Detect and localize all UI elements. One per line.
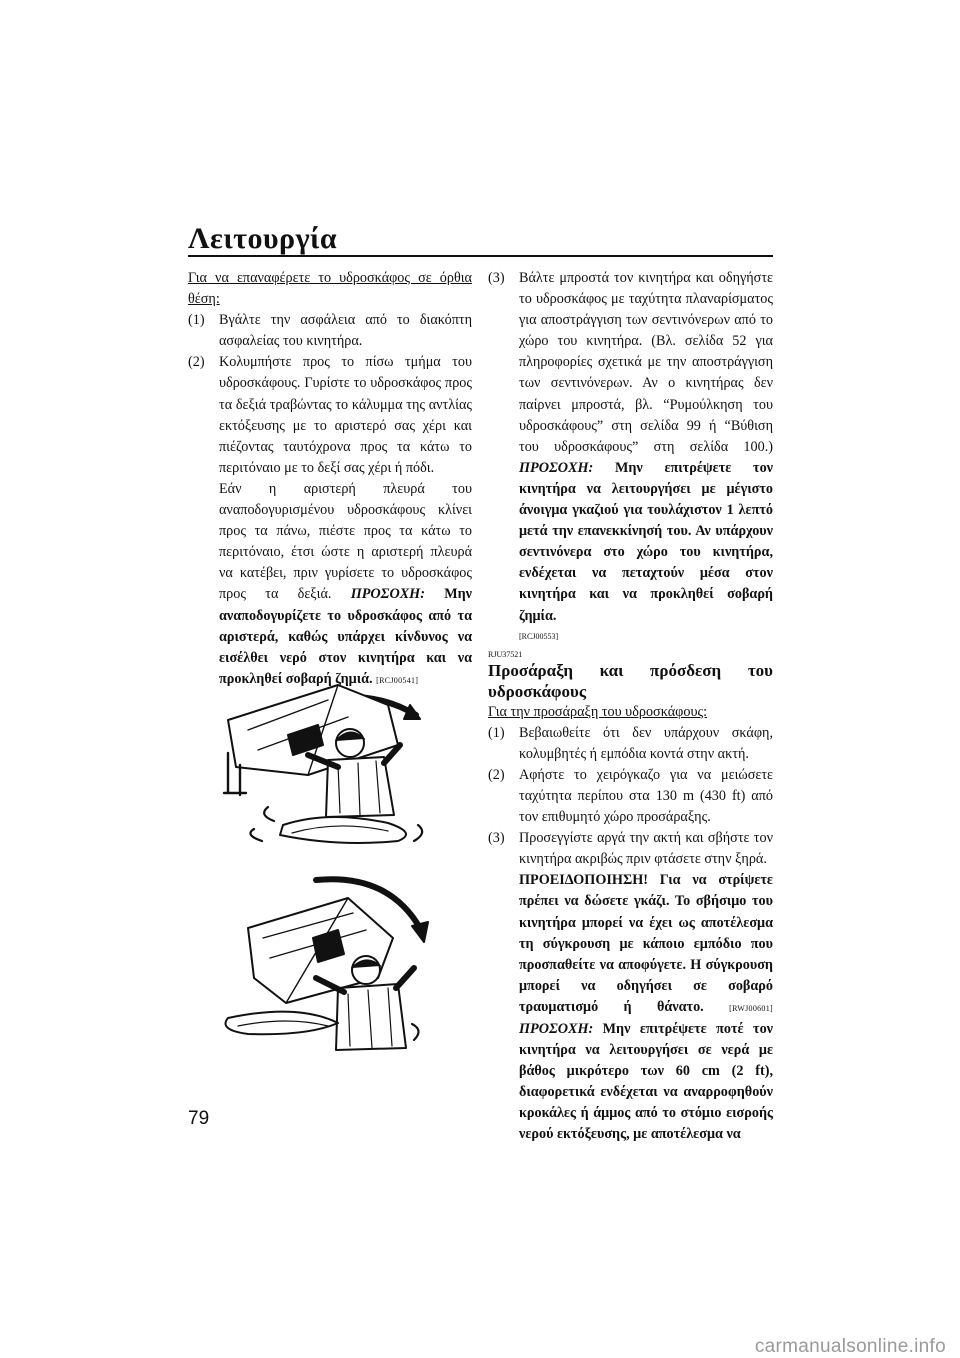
left-column bbox=[188, 268, 472, 691]
warning-text: ΠΡΟΕΙΔΟΠΟΙΗΣΗ! Για να στρίψετε πρέπει να δώσετε γκάζι. Το σβήσιμο του κινητήρα μπορεί να έχει ως αποτέλεσμα τη σύγκρουση με κάποιο εμπόδιο που προσπαθείτε να αποφύγετε. Η σύγκρουση μπορεί να οδηγήσει σε σοβαρό τραυματισμό ή θάνατο. bbox=[519, 872, 773, 1015]
righting-step-1 bbox=[188, 310, 472, 352]
step-body bbox=[519, 268, 773, 627]
watermark: carmanualsonline.info bbox=[754, 1336, 946, 1357]
step-number: (3) bbox=[488, 270, 505, 286]
righting-step-2 bbox=[188, 352, 472, 691]
step-text: Κολυμπήστε προς το πίσω τμήμα του υδροσκάφους. Γυρίστε το υδροσκάφος προς τα δεξιά τραβώντας το κάλυμμα της αντλίας εκτόξευσης με το αριστερό σας χέρι και πιέζοντας ταυτόχρονα προς τα κάτω το περιτόναιο με το δεξί σας χέρι ή πόδι. bbox=[219, 354, 472, 476]
beaching-subheading: Για την προσάραξη του υδροσκάφους: bbox=[488, 703, 708, 720]
beaching-step-1 bbox=[488, 723, 773, 765]
right-column bbox=[488, 268, 773, 1146]
caution-label: ΠΡΟΣΟΧΗ: bbox=[519, 1021, 594, 1037]
step-text-2: Εάν η αριστερή πλευρά του αναποδογυρισμένου υδροσκάφους κλίνει προς τα πάνω, πιέστε προς τα κάτω το περιτόναιο, έτσι ώστε η αριστερή πλευρά να κατέβει, πριν γυρίσετε το υδροσκάφος προς τα δεξιά. bbox=[219, 480, 472, 603]
page-number: 79 bbox=[188, 1108, 210, 1129]
step-number: (1) bbox=[488, 724, 505, 741]
title-rule bbox=[188, 255, 773, 257]
caution-text: Μην αναποδογυρίζετε το υδροσκάφος από τα αριστερά, καθώς υπάρχει κίνδυνος να εισέλθει νερό στον κινητήρα και να προκληθεί σοβαρή ζημιά. bbox=[219, 586, 473, 687]
caution-label: ΠΡΟΣΟΧΗ: bbox=[350, 586, 425, 603]
warning-code: [RWJ00601] bbox=[729, 1003, 773, 1013]
page-title: Λειτουργία bbox=[188, 222, 338, 255]
step-text: Βγάλτε την ασφάλεια από το διακόπτη ασφαλείας του κινητήρα. bbox=[219, 312, 472, 350]
warning-block bbox=[519, 870, 773, 1145]
righting-heading: Για να επαναφέρετε το υδροσκάφος σε όρθια θέση: bbox=[188, 270, 472, 308]
righting-illustration-bottom bbox=[188, 858, 472, 1064]
step-text: Προσεγγίστε αργά την ακτή και σβήστε τον κινητήρα ακριβώς πριν φτάσετε στην ξηρά. bbox=[519, 830, 773, 868]
caution-text: Μην επιτρέψετε τον κινητήρα να λειτουργήσει με μέγιστο άνοιγμα γκαζιού για τουλάχιστον 1 λεπτό μετά την επανεκκίνησή του. Αν υπάρχουν σεντινόνερα στο χώρο του κινητήρα, ενδέχεται να πεταχτούν μέσα στον κινητήρα και να προκληθεί σοβαρή ζημία. bbox=[519, 459, 774, 624]
step-body bbox=[219, 352, 472, 691]
caution-label: ΠΡΟΣΟΧΗ: bbox=[519, 459, 594, 476]
righting-illustration-top bbox=[188, 675, 472, 850]
caution-code: [RCJ00541] bbox=[376, 675, 419, 685]
step-body bbox=[519, 828, 773, 1145]
step-text: Βεβαιωθείτε ότι δεν υπάρχουν σκάφη, κολυμβητές ή εμπόδια κοντά στην ακτή. bbox=[519, 724, 773, 762]
righting-step-3 bbox=[488, 268, 773, 627]
step-text: Βάλτε μπροστά τον κινητήρα και οδηγήστε το υδροσκάφος με ταχύτητα πλαναρίσματος για αποστράγγιση των σεντινόνερων από το χώρο του κινητήρα. (Βλ. σελίδα 52 για πληροφορίες σχετικά με την αποστράγγιση των σεντινόνερων. Αν ο κινητήρας δεν παίρνει μπροστά, βλ. “Ρυμούλκηση του υδροσκάφους” στη σελίδα 99 ή “Βύθιση του υδροσκάφους” στη σελίδα 100.) bbox=[519, 270, 773, 455]
beaching-step-3 bbox=[488, 828, 773, 1145]
section-title: Προσάραξη και πρόσδεση του υδροσκάφους bbox=[488, 660, 773, 701]
section-code: RJU37521 bbox=[488, 649, 523, 659]
caution-text: Μην επιτρέψετε ποτέ τον κινητήρα να λειτουργήσει σε νερά με βάθος μικρότερο των 60 cm (2 ft), διαφορετικά ενδέχεται να αναρροφηθούν κροκάλες ή άμμος από το στόμιο εισροής νερού εκτόξευσης, με αποτέλεσμα να bbox=[519, 1021, 774, 1143]
step-number: (2) bbox=[488, 766, 505, 783]
beaching-step-2 bbox=[488, 765, 773, 828]
step-text-continued bbox=[219, 479, 472, 691]
caution-code: [RCJ00553] bbox=[519, 631, 559, 641]
step-number: (3) bbox=[488, 830, 505, 847]
step-number: (2) bbox=[188, 354, 205, 371]
step-text: Αφήστε το χειρόγκαζο για να μειώσετε ταχύτητα περίπου στα 130 m (430 ft) από τον επιθυμητό χώρο προσάραξης. bbox=[519, 766, 773, 826]
step-number: (1) bbox=[188, 312, 205, 329]
